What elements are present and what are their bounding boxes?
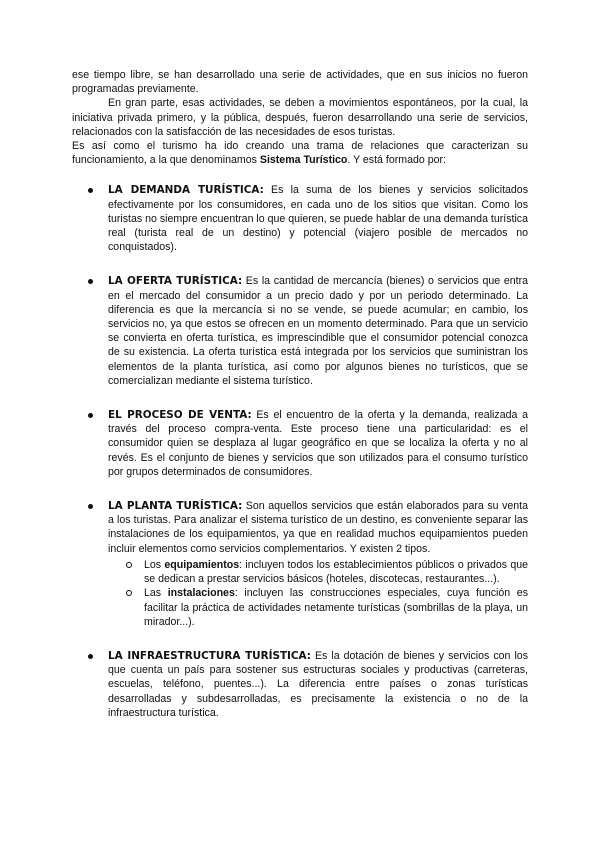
bullet-icon bbox=[88, 504, 93, 509]
list-item-planta bbox=[72, 499, 528, 629]
sub-item-equipamientos: Los equipamientos: incluyen todos los establecimientos públicos o privados que se dedican a prestar servicios básicos (hoteles, discotecas, restaurantes...). bbox=[108, 558, 528, 586]
bullet-icon bbox=[88, 413, 93, 418]
item-text: Es el encuentro de la oferta y la demanda, realizada a través del proceso compra-venta. Este proceso tiene una particularidad: es el consumidor quien se desplaza al lugar geográfico en que se localiza la oferta y no al revés. Es el conjunto de bienes y servicios que son utilizados para el consumo turístico por grupos determinados de consumidores. bbox=[108, 409, 528, 478]
sub-item-instalaciones: Las instalaciones: incluyen las construcciones especiales, cuya función es facilitar la práctica de actividades netamente turísticas (sombrillas de la playa, un mirador...). bbox=[108, 586, 528, 629]
item-term: EL PROCESO DE VENTA: bbox=[108, 409, 252, 422]
item-text: Es la dotación de bienes y servicios con los que cuenta un país para sostener sus estructuras sociales y productivas (carreteras, escuelas, teléfono, puentes...). La diferencia entre países o zonas turísticas desarrolladas y subdesarrolladas, es precisamente la existencia o no de la infraestructura turística. bbox=[108, 649, 528, 719]
item-text: Es la suma de los bienes y servicios solicitados efectivamente por los consumidores, en cada uno de los sitios que visitan. Como los turistas no siempre encuentran lo que quieren, se puede hablar de una demanda turística real (turista real de un destino) y potencial (viajero posible de mercados no conquistados). bbox=[108, 184, 528, 254]
sub-item-term: equipamientos bbox=[164, 558, 240, 571]
item-term: LA DEMANDA TURÍSTICA: bbox=[108, 184, 264, 197]
list-item-infraestructura bbox=[72, 649, 528, 720]
intro-paragraph-1: ese tiempo libre, se han desarrollado una serie de actividades, que en sus inicios no fueron programadas previamente. bbox=[72, 69, 528, 96]
item-term: LA INFRAESTRUCTURA TURÍSTICA: bbox=[108, 649, 311, 662]
component-list bbox=[72, 183, 528, 720]
list-item-oferta bbox=[72, 274, 528, 388]
intro-paragraph-2: En gran parte, esas actividades, se deben a movimientos espontáneos, por la cual, la iniciativa privada primero, y la pública, después, fueron desarrollando una serie de servicios, relacionados con la satisfacción de las necesidades de esos turistas. bbox=[72, 97, 528, 138]
intro-paragraph-3: Es así como el turismo ha ido creando una trama de relaciones que caracterizan su funcionamiento, a la que denominamos Sistema Turístico. Y está formado por: bbox=[72, 140, 528, 167]
item-text: Son aquellos servicios que están elaborados para su venta a los turistas. Para analizar el sistema turístico de un destino, es conveniente separar las instalaciones de los equipamientos, ya que en realidad muchos equipamientos pueden incluir elementos como servicios complementarios. Y existen 2 tipos. bbox=[108, 500, 528, 555]
item-term: LA OFERTA TURÍSTICA: bbox=[108, 275, 243, 288]
bullet-icon bbox=[88, 279, 93, 284]
bullet-icon bbox=[88, 188, 93, 193]
list-item-proceso-venta bbox=[72, 408, 528, 479]
item-text: Es la cantidad de mercancía (bienes) o servicios que entra en el mercado del consumidor a un precio dado y por un periodo determinado. La diferencia es que la mercancía si no se vende, se puede acumular; en cambio, los servicios no, ya que estos se ofrecen en un momento determinado. Para que un servicio se convierta en oferta turística, es imprescindible que el consumidor potencial conozca de su existencia. La oferta turística está integrada por los servicios que suministran los elementos de la planta turística, así como por algunos bienes no turísticos, que se comercializan mediante el sistema turístico. bbox=[108, 275, 528, 387]
sub-item-term: instalaciones bbox=[167, 587, 235, 600]
list-item-demanda bbox=[72, 183, 528, 254]
hollow-bullet-icon bbox=[126, 562, 132, 568]
sistema-turistico-term: Sistema Turístico bbox=[259, 154, 348, 167]
hollow-bullet-icon bbox=[126, 590, 132, 596]
document-page bbox=[72, 68, 528, 720]
item-term: LA PLANTA TURÍSTICA: bbox=[108, 500, 243, 513]
bullet-icon bbox=[88, 654, 93, 659]
planta-subtypes-list bbox=[108, 558, 528, 629]
